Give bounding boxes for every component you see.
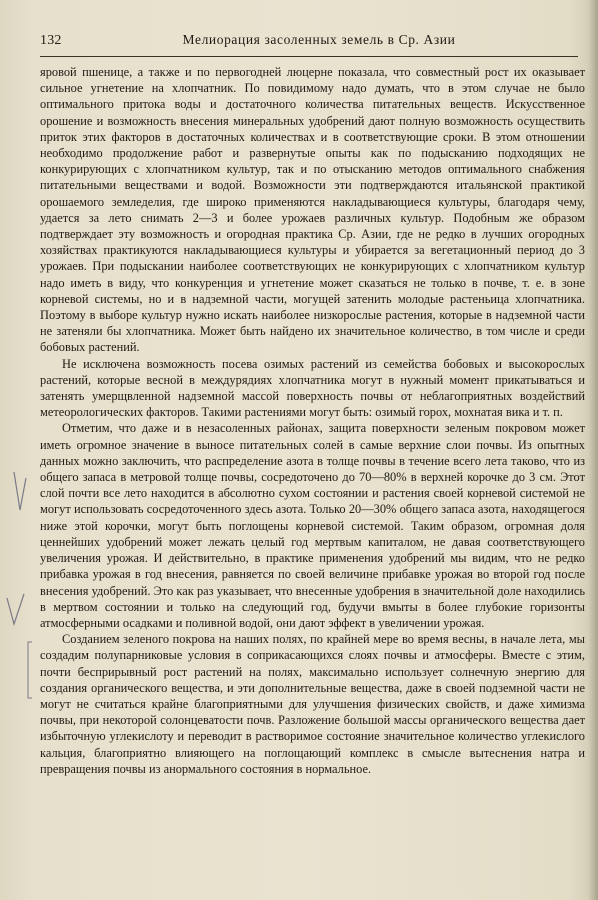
pencil-mark-icon [8, 470, 30, 530]
running-title: Мелиорация засоленных земель в Ср. Азии [182, 32, 456, 47]
body-text [40, 64, 585, 777]
paragraph-4: Созданием зеленого покрова на наших полях, по крайней мере во время весны, в начале лета, мы создадим полупарниковые условия в соприкасающихся слоях почвы и атмосферы. Вместе с этим, почти бесприрывный рост растений на полях, максимально использует солнечную энергию для создания органического вещества, и эти дополнительные вещества, даже в своей подземной части не могут не считаться крайне благоприятными для улучшения физических свойств, и даже химизма почвы, при некоторой солонцеватости почв. Разложение большой массы органического вещества дает избыточную углекислоту и переводит в растворимое состояние значительное количество углекислого кальция, благоприятно влияющего на поглощающий комплекс в смысле вытеснения натра и превращения почвы из анормального состояния в нормальное. [40, 632, 585, 776]
paragraph-3: Отметим, что даже и в незасоленных районах, защита поверхности зеленым покровом может иметь огромное значение в выносе питательных солей в самые верхние слои почвы. Из опытных данных можно заключить, что распределение азота в толще почвы в течение всего лета таково, что из общего запаса в метровой толще почвы, сосредоточено до 70—80% в верхней корочке до 3 см. Этот слой почти все лето находится в абсолютно сухом состоянии и растения своей корневой системой не могут использовать сосредоточенного здесь азота. Только 20—30% общего запаса азота, находящегося ниже этой корочки, могут быть поглощены корневой системой. Таким образом, огромная доля ценнейших удобрений может лежать целый год мертвым капиталом, не давая соответствующего увеличения урожая. И действительно, в практике применения удобрений мы видим, что не редко прибавка урожая в год внесения, равняется по своей величине прибавке урожая во второй год после внесения удобрений. Это как раз указывает, что внесенные удобрения в значительной доле находились в мертвом состоянии и только на следующий год, будучи вмыты в более глубокие горизонты атмосферными осадками и поливной водой, они дают эффект в увеличении урожая. [40, 421, 585, 630]
pencil-check-icon [4, 590, 28, 630]
page-spine-shadow [588, 0, 598, 900]
header-rule [40, 56, 578, 57]
paragraph-1: яровой пшенице, а также и по первогодней люцерне показала, что совместный рост их оказывает сильное угнетение на хлопчатник. По повидимому надо думать, что в этом случае не было оптимального притока воды и достаточного количества питательных веществ. Искусственное орошение и возможность внесения минеральных удобрений дают полную возможность осуществить приток этих факторов в достаточных количествах и в соответствующие сроки. В этом отношении необходимо продолжение работ и развернутые опыты как по подысканию подходящих не конкурирующих с хлопчатником культур, так и по отысканию методов оптимального снабжения питательными веществами и водой. Возможности эти подтверждаются итальянской практикой орошаемого земледелия, где широко применяются накладывающиеся культуры, благодаря чему, удается за лето снимать 2—3 и более урожаев различных культур. Подобным же образом подтверждает эту возможность и огородная практика Ср. Азии, где не редко в лучших огородных хозяйствах практикуются накладывающиеся культуры и убирается за вегетационный период до 3 урожаев. При подыскании наиболее соответствующих не конкурирующих с хлопчатником культур надо иметь в виду, что конкуренция и угнетение может сказаться не только в почве, т. е. в зоне корневой системы, но и в надземной части, могущей затенить молодые растеньица хлопчатника. Поэтому в выборе культур нужно искать наиболее низкорослые растения, которые в надземной части не затеняли бы хлопчатника. Может быть найдено их значительное количество, в том числе и среди бобовых растений. [40, 65, 585, 355]
page-header [40, 32, 578, 54]
paragraph-2: Не исключена возможность посева озимых растений из семейства бобовых и высокорослых растений, которые весной в междурядиях хлопчатника могут в нужный момент прикатываться и затенять умерщвленной надземной массой поверхность почвы от неблагоприятных воздействий метеорологических факторов. Такими растениями могут быть: озимый горох, мохнатая вика и т. п. [40, 356, 585, 420]
page-number: 132 [40, 33, 62, 48]
pencil-bracket-icon [24, 640, 34, 700]
